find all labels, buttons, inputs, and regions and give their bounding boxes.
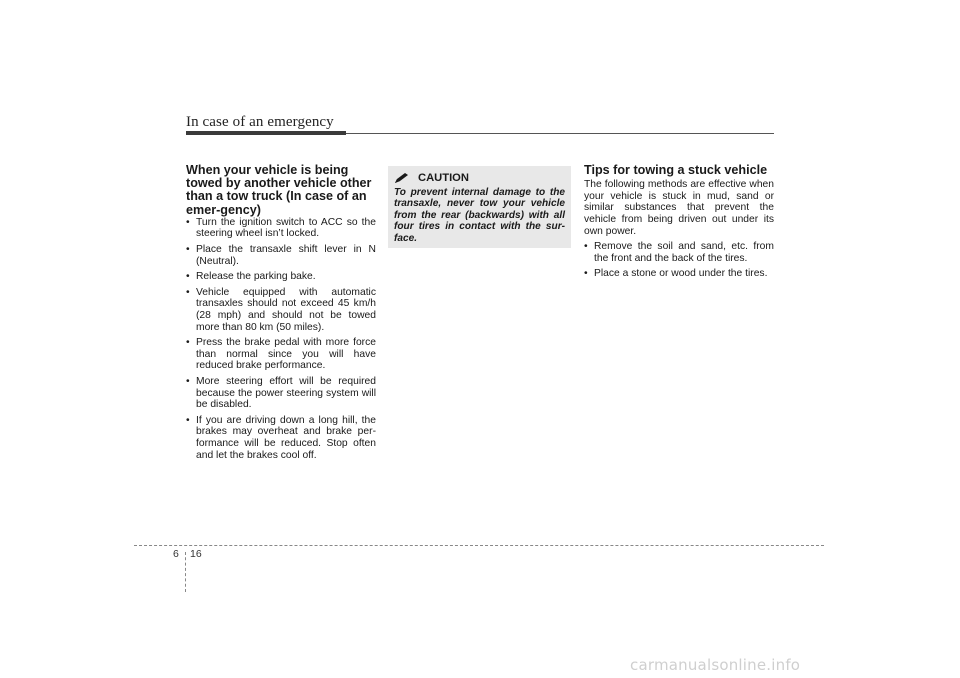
list-item: • More steering effort will be required because the power steering system will be disabled. — [186, 376, 376, 411]
list-item: • Vehicle equipped with automatic transaxles should not exceed 45 km/h (28 mph) and should not be towed more than 80 km (50 miles). — [186, 287, 376, 333]
stuck-vehicle-intro: The following methods are effective when your vehicle is stuck in mud, sand or similar substances that prevent the vehicle from being driven out under its own power. — [584, 179, 774, 237]
watermark: carmanualsonline.info — [630, 656, 801, 674]
caution-box — [388, 166, 571, 248]
stuck-vehicle-tips-list — [584, 241, 774, 280]
left-column — [186, 164, 376, 465]
list-item: • If you are driving down a long hill, the brakes may overheat and brake per-formance will be reduced. Stop often and let the brakes cool off. — [186, 415, 376, 461]
footer-rule — [134, 545, 824, 546]
page-header-title: In case of an emergency — [186, 114, 334, 130]
chapter-number: 6 — [173, 548, 179, 560]
list-item: • Turn the ignition switch to ACC so the steering wheel isn’t locked. — [186, 217, 376, 240]
caution-title: CAUTION — [418, 172, 469, 184]
footer-divider — [185, 552, 186, 592]
caution-header — [394, 172, 565, 184]
caution-text: To prevent internal damage to the transaxle, never tow your vehicle from the rear (backwards) with all four tires in contact with the sur-face. — [394, 187, 565, 244]
towing-heading: When your vehicle is being towed by another vehicle other than a tow truck (In case of an emer-gency) — [186, 163, 372, 217]
list-item: • Place a stone or wood under the tires. — [584, 268, 774, 280]
list-item: • Release the parking bake. — [186, 271, 376, 283]
stuck-vehicle-heading: Tips for towing a stuck vehicle — [584, 163, 768, 177]
header-rule-accent — [186, 131, 346, 135]
list-item: • Remove the soil and sand, etc. from the front and the back of the tires. — [584, 241, 774, 264]
page-number: 16 — [190, 548, 202, 560]
list-item: • Press the brake pedal with more force than normal since you will have reduced brake performance. — [186, 337, 376, 372]
list-item: • Place the transaxle shift lever in N (Neutral). — [186, 244, 376, 267]
caution-pencil-icon — [394, 172, 410, 184]
towing-steps-list — [186, 217, 376, 461]
right-column — [584, 164, 774, 284]
